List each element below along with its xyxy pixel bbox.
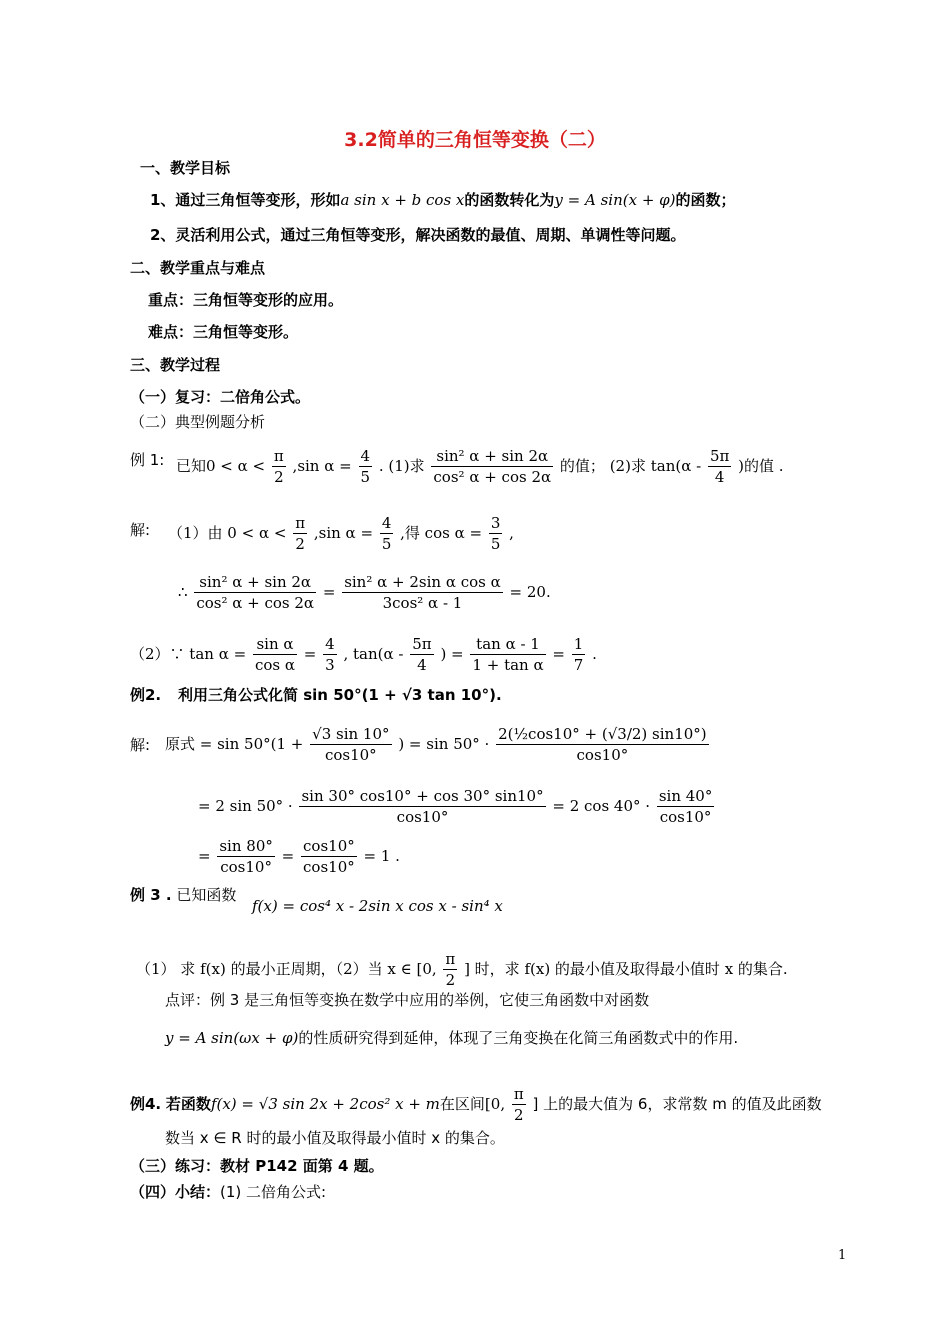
sol1-frac-i <box>470 634 545 675</box>
summary-label: （四）小结： <box>130 1183 221 1201</box>
example-2-label: 例2. <box>130 686 162 704</box>
sol2-frac-c-num: sin 30° cos10° + cos 30° sin10° <box>301 787 544 805</box>
sol2-frac-f-num: cos10° <box>303 837 355 855</box>
sol1-frac-a-num: π <box>295 514 306 532</box>
objective-1-expr-b: y = A sin(x + φ) <box>554 191 676 209</box>
key-point: 重点：三角恒等变形的应用。 <box>148 291 344 309</box>
sol2-r3c: = 1 . <box>363 847 400 865</box>
solution-2-line-3 <box>198 836 400 877</box>
sol1-frac-e-den: 3cos² α - 1 <box>382 594 463 612</box>
sol2-r1a: 原式 = sin 50°(1 + <box>165 735 304 753</box>
solution-2-line-1 <box>165 724 711 765</box>
objective-1-text-b: 的函数转化为 <box>464 191 555 209</box>
sol1-frac-d <box>194 572 316 613</box>
sol1-frac-f-den: cos α <box>254 656 295 674</box>
ex1-frac-pi-2-num: π <box>273 447 284 465</box>
sol1-c1: （2）∵ tan α = <box>130 645 247 663</box>
difficult-point: 难点：三角恒等变形。 <box>148 323 299 341</box>
examples-heading: （二）典型例题分析 <box>130 413 266 431</box>
sol2-r3b: = <box>281 847 295 865</box>
summary-item-1: (1) 二倍角公式: <box>220 1183 327 1201</box>
ex1-q2: (2)求 tan(α - <box>609 457 702 475</box>
sol1-a1: （1）由 0 < α < <box>168 524 287 542</box>
ex4-post: ] 上的最大值为 6，求常数 m 的值及此函数 <box>532 1095 822 1113</box>
ex3-frac-num: π <box>445 950 456 968</box>
ex1-frac-4-5-num: 4 <box>360 447 371 465</box>
section-process-heading: 三、教学过程 <box>130 356 221 374</box>
example-3-header <box>130 885 236 905</box>
ex1-frac-4-5-den: 5 <box>360 468 371 486</box>
solution-2-line-2 <box>198 786 716 827</box>
ex3-comment-text: 的性质研究得到延伸，体现了三角变换在化简三角函数式中的作用. <box>298 1029 739 1047</box>
sol1-frac-j-num: 1 <box>573 635 584 653</box>
example-4-line-2: 数当 x ∈ R 时的最小值及取得最小值时 x 的集合。 <box>165 1129 505 1147</box>
sol1-frac-j-den: 7 <box>573 656 584 674</box>
page-number: 1 <box>838 1248 847 1263</box>
sol1-result: = 20. <box>509 583 551 601</box>
sol2-frac-d-num: sin 40° <box>658 787 713 805</box>
example-3-function: f(x) = cos⁴ x - 2sin x cos x - sin⁴ x <box>252 897 503 915</box>
sol1-frac-b-den: 5 <box>381 535 392 553</box>
ex1-q2-end: )的值 . <box>738 457 784 475</box>
sol1-frac-j <box>572 634 586 675</box>
sol2-frac-d-den: cos10° <box>659 808 712 826</box>
solution-2-label: 解: <box>130 736 151 754</box>
ex3-frac-den: 2 <box>445 971 456 989</box>
sol2-r1b: ) = sin 50° · <box>398 735 490 753</box>
solution-1-line-2 <box>178 572 551 613</box>
ex3-frac-pi-2 <box>443 949 457 990</box>
sol1-frac-d-den: cos² α + cos 2α <box>196 594 315 612</box>
sol1-frac-f <box>253 634 297 675</box>
ex4-interval: [0, <box>484 1095 506 1113</box>
objective-1-expr-a: a sin x + b cos x <box>340 191 465 209</box>
sol1-frac-b <box>380 513 394 554</box>
sol1-c2: = <box>303 645 317 663</box>
ex1-frac-5pi-4 <box>708 446 731 487</box>
ex1-given: 已知0 < α < <box>176 457 266 475</box>
sol1-frac-a <box>293 513 307 554</box>
ex1-frac-5pi-4-den: 4 <box>714 468 725 486</box>
sol1-frac-d-num: sin² α + sin 2α <box>194 572 316 593</box>
example-1-statement <box>176 446 784 487</box>
sol1-frac-c-den: 5 <box>490 535 501 553</box>
sol1-frac-a-den: 2 <box>295 535 305 553</box>
sol1-frac-g <box>323 634 337 675</box>
ex4-frac-den: 2 <box>514 1106 524 1124</box>
sol1-a3: ,得 cos α = <box>400 524 483 542</box>
sol2-frac-b <box>496 724 709 765</box>
summary-heading <box>130 1182 326 1202</box>
ex1-mid: ,sin α = <box>292 457 352 475</box>
ex4-pre: 若函数 <box>165 1095 211 1113</box>
sol1-frac-h <box>410 634 433 675</box>
sol1-frac-h-den: 4 <box>417 656 427 674</box>
review-heading: （一）复习：二倍角公式。 <box>130 388 311 406</box>
sol1-frac-b-num: 4 <box>381 514 392 532</box>
ex1-frac-5pi-4-num: 5π <box>709 447 730 465</box>
sol1-frac-h-num: 5π <box>412 635 432 653</box>
objective-2: 2、灵活利用公式，通过三角恒等变形，解决函数的最值、周期、单调性等问题。 <box>150 226 686 244</box>
sol2-frac-a <box>310 724 391 765</box>
sol2-frac-a-num: √3 sin 10° <box>312 725 390 743</box>
solution-1-line-1 <box>168 513 514 554</box>
ex1-q1: . (1)求 <box>378 457 425 475</box>
sol2-r2a: = 2 sin 50° · <box>198 797 293 815</box>
sol1-frac-g-num: 4 <box>325 635 335 653</box>
example-4-line-1 <box>130 1084 822 1125</box>
ex1-frac-pi-2-den: 2 <box>274 468 284 486</box>
sol1-a4: , <box>509 524 514 542</box>
sol2-r2b: = 2 cos 40° · <box>552 797 651 815</box>
sol2-frac-b-den: cos10° <box>576 746 629 764</box>
sol1-frac-e <box>342 572 503 613</box>
example-3-comment-1: 点评：例 3 是三角恒等变换在数学中应用的举例，它使三角函数中对函数 <box>165 991 650 1009</box>
sol2-frac-a-den: cos10° <box>324 746 377 764</box>
objective-1 <box>150 190 736 210</box>
sol1-c4: ) = <box>440 645 464 663</box>
sol1-frac-c <box>489 513 503 554</box>
ex4-function: f(x) = √3 sin 2x + 2cos² x + m <box>210 1095 440 1113</box>
sol1-c3: , tan(α - <box>343 645 404 663</box>
example-3-label: 例 3 . <box>130 886 172 904</box>
ex1-frac-4-5 <box>359 446 373 487</box>
ex3-q1: （1） 求 f(x) 的最小正周期，（2）当 x ∈ [0, <box>136 960 437 978</box>
solution-1-line-3 <box>130 634 597 675</box>
sol2-frac-b-num: 2(½cos10° + (√3/2) sin10°) <box>498 725 707 743</box>
ex4-frac-pi-2 <box>512 1084 526 1125</box>
sol1-frac-f-num: sin α <box>253 634 297 655</box>
sol2-frac-e-num: sin 80° <box>219 837 273 855</box>
page-title: 3.2简单的三角恒等变换（二） <box>344 129 606 151</box>
ex1-frac-pi-2 <box>272 446 286 487</box>
example-1-label: 例 1: <box>130 451 165 469</box>
sol2-frac-f <box>301 836 357 877</box>
ex1-frac-expr <box>431 446 553 487</box>
sol1-therefore: ∴ <box>178 583 188 601</box>
sol2-frac-e-den: cos10° <box>220 858 272 876</box>
sol1-a2: ,sin α = <box>313 524 374 542</box>
objective-1-text-c: 的函数； <box>675 191 736 209</box>
objective-1-text-a: 1、通过三角恒等变形，形如 <box>150 191 341 209</box>
sol2-frac-c <box>299 786 545 827</box>
sol1-c5: = <box>552 645 565 663</box>
ex3-q2: ] 时，求 f(x) 的最小值及取得最小值时 x 的集合. <box>464 960 788 978</box>
example-3-given: 已知函数 <box>176 886 237 904</box>
solution-1-label: 解: <box>130 521 151 539</box>
example-3-comment-2 <box>165 1028 738 1048</box>
sol2-frac-d <box>657 786 715 827</box>
section-objectives-heading: 一、教学目标 <box>140 159 231 177</box>
ex4-frac-num: π <box>513 1085 524 1103</box>
sol1-frac-e-num: sin² α + 2sin α cos α <box>344 573 501 591</box>
sol1-frac-c-num: 3 <box>490 514 501 532</box>
sol2-r3a: = <box>198 847 211 865</box>
sol1-frac-i-num: tan α - 1 <box>470 634 545 655</box>
sol2-frac-e <box>217 836 275 877</box>
sol1-c6: . <box>592 645 597 663</box>
ex4-mid: 在区间 <box>439 1095 485 1113</box>
example-3-question <box>136 949 788 990</box>
ex1-frac-expr-num: sin² α + sin 2α <box>431 446 553 467</box>
example-4-label: 例4. <box>130 1095 162 1113</box>
sol1-frac-g-den: 3 <box>325 656 335 674</box>
sol1-frac-i-den: 1 + tan α <box>472 656 544 674</box>
sol2-frac-f-den: cos10° <box>303 858 355 876</box>
ex3-comment-expr: y = A sin(ωx + φ) <box>165 1029 299 1047</box>
sol2-frac-c-den: cos10° <box>396 808 449 826</box>
sol1-eq: = <box>322 583 336 601</box>
ex1-q1-end: 的值； <box>559 457 605 475</box>
practice-heading: （三）练习：教材 P142 面第 4 题。 <box>130 1157 384 1175</box>
ex1-frac-expr-den: cos² α + cos 2α <box>433 468 552 486</box>
example-2-statement: 利用三角公式化简 sin 50°(1 + √3 tan 10°). <box>178 686 502 704</box>
section-keypoints-heading: 二、教学重点与难点 <box>130 259 266 277</box>
